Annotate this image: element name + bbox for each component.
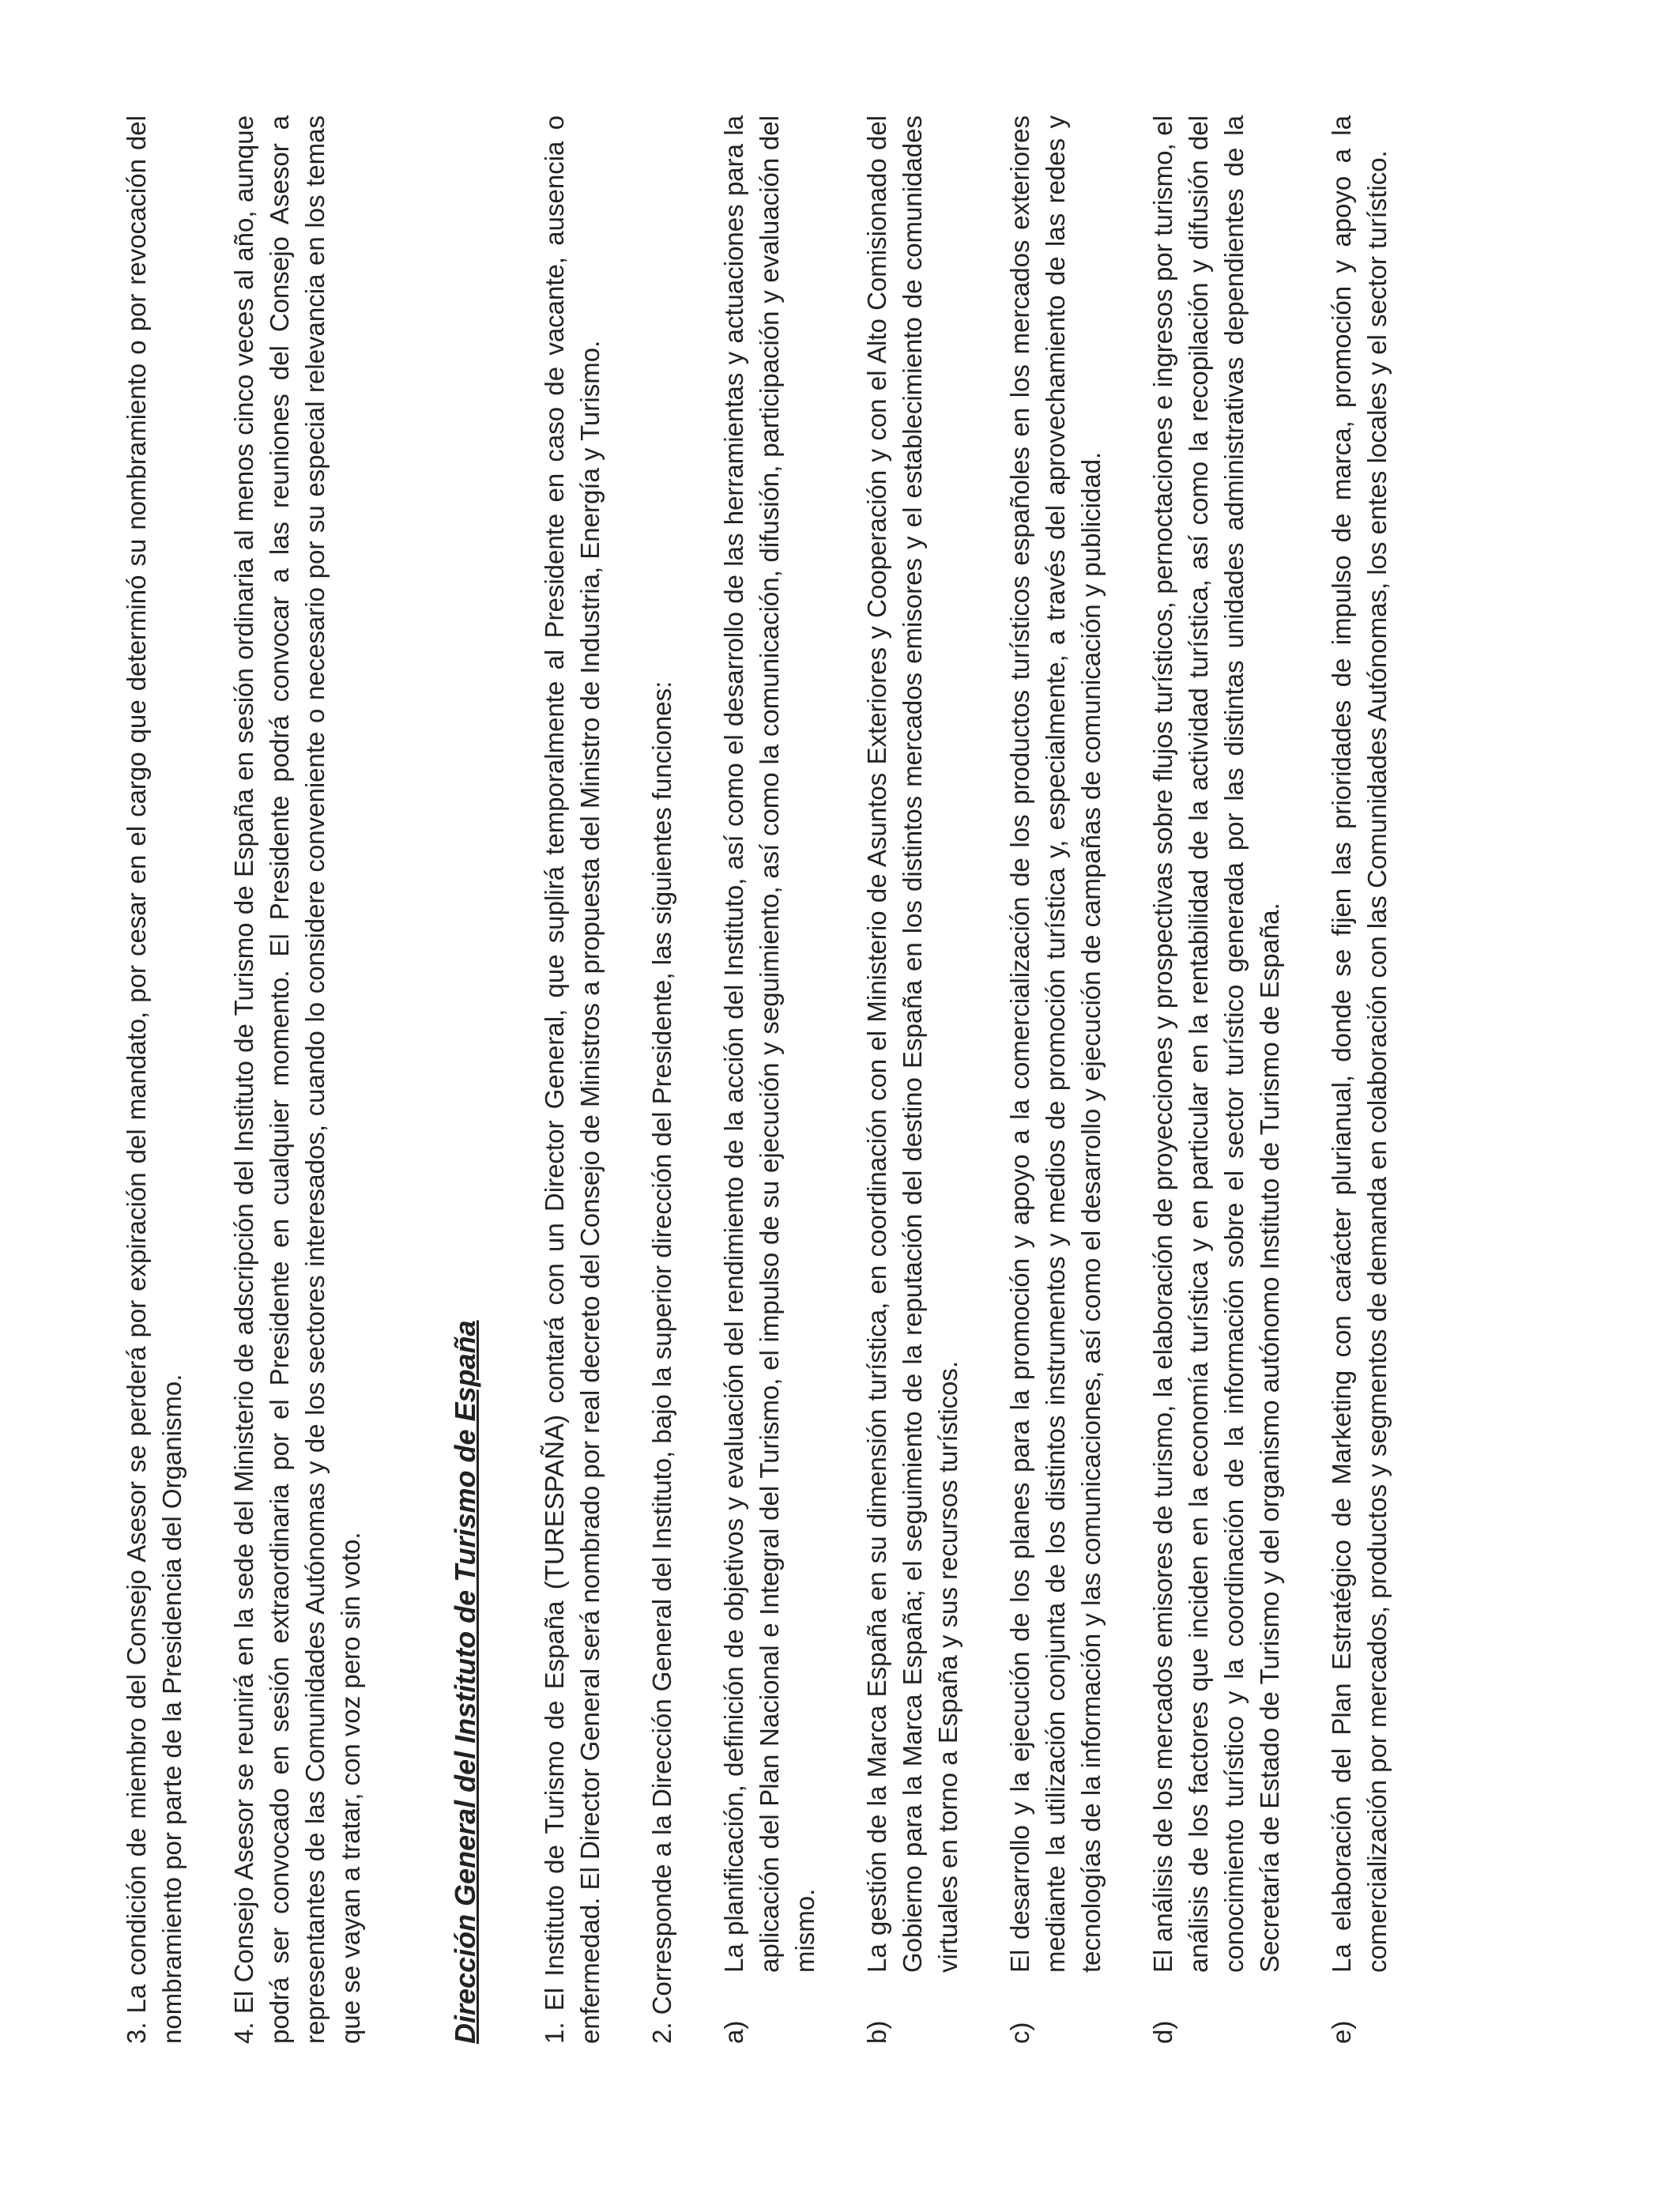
function-item-e bbox=[1324, 115, 1395, 2044]
list-marker: b) bbox=[862, 2020, 891, 2044]
list-marker: e) bbox=[1327, 2020, 1356, 2044]
list-marker: d) bbox=[1148, 2020, 1177, 2044]
paragraph-4: 4. El Consejo Asesor se reunirá en la sede del Ministerio de adscripción del Instituto de Turismo de España en sesión ordinaria al menos cinco veces al año, aunque podrá ser convocado en sesión extraordinaria por el Presidente en cualquier momento. El Presidente podrá convocar a las reuniones del Consejo Asesor a representantes de las Comunidades Autónomas y de los sectores interesados, cuando lo considere conveniente o necesario por su especial relevancia en los temas que se vayan a tratar, con voz pero sin voto. bbox=[229, 115, 365, 2044]
list-text: El análisis de los mercados emisores de turismo, la elaboración de proyecciones y prospectivas sobre flujos turísticos, pernoctaciones e ingresos por turismo, el análisis de los factores que inciden en la economía turística y en particular en la rentabilidad de la actividad turística, así como la recopilación y difusión del conocimiento turístico y la coordinación de la información sobre el sector turístico generada por las distintas unidades administrativas dependientes de la Secretaría de Estado de Turismo y del organismo autónomo Instituto de Turismo de España. bbox=[1148, 115, 1284, 1973]
list-marker: c) bbox=[1005, 2022, 1034, 2044]
function-item-b bbox=[859, 115, 966, 2044]
list-marker: a) bbox=[719, 2020, 748, 2044]
function-item-c bbox=[1002, 115, 1109, 2044]
section-paragraph-2: 2. Corresponde a la Dirección General del Instituto, bajo la superior dirección del Presidente, las siguientes funciones: bbox=[647, 680, 676, 2044]
function-item-a bbox=[716, 115, 823, 2044]
list-text: La elaboración del Plan Estratégico de Marketing con carácter plurianual, donde se fijen las prioridades de impulso de marca, promoción y apoyo a la comercialización por mercados, productos y segmentos de demanda en colaboración con las Comunidades Autónomas, los entes locales y el sector turístico. bbox=[1327, 115, 1392, 1973]
section-paragraph-1: 1. El Instituto de Turismo de España (TURESPAÑA) contará con un Director General, que suplirá temporalmente al Presidente en caso de vacante, ausencia o enfermedad. El Director General será nombrado por real decreto del Consejo de Ministros a propuesta del Ministro de Industria, Energía y Turismo. bbox=[540, 115, 605, 2044]
function-item-d bbox=[1145, 115, 1287, 2044]
list-text: La planificación, definición de objetivos y evaluación del rendimiento de la acción del Instituto, así como el desarrollo de las herramientas y actuaciones para la aplicación del Plan Nacional e Integral del Turismo, el impulso de su ejecución y seguimiento, así como la comunicación, difusión, participación y evaluación del mismo. bbox=[719, 115, 819, 1973]
list-text: El desarrollo y la ejecución de los planes para la promoción y apoyo a la comercialización de los productos turísticos españoles en los mercados exteriores mediante la utilización conjunta de los distintos instrumentos y medios de promoción turística y, especialmente, a través del aprovechamiento de las redes y tecnologías de la información y las comunicaciones, así como el desarrollo y ejecución de campañas de comunicación y publicidad. bbox=[1005, 115, 1106, 1973]
document-body bbox=[119, 115, 1431, 2044]
paragraph-3: 3. La condición de miembro del Consejo Asesor se perderá por expiración del mandato, por cesar en el cargo que determinó su nombramiento o por revocación del nombramiento por parte de la Presidencia del Organismo. bbox=[122, 115, 186, 2044]
section-heading: Dirección General del Instituto de Turismo de España bbox=[449, 1320, 481, 2044]
list-text: La gestión de la Marca España en su dimensión turística, en coordinación con el Ministerio de Asuntos Exteriores y Cooperación y con el Alto Comisionado del Gobierno para la Marca España; el seguimiento de la reputación del destino España en los distintos mercados emisores y el establecimiento de comunidades virtuales en torno a España y sus recursos turísticos. bbox=[862, 115, 962, 1973]
